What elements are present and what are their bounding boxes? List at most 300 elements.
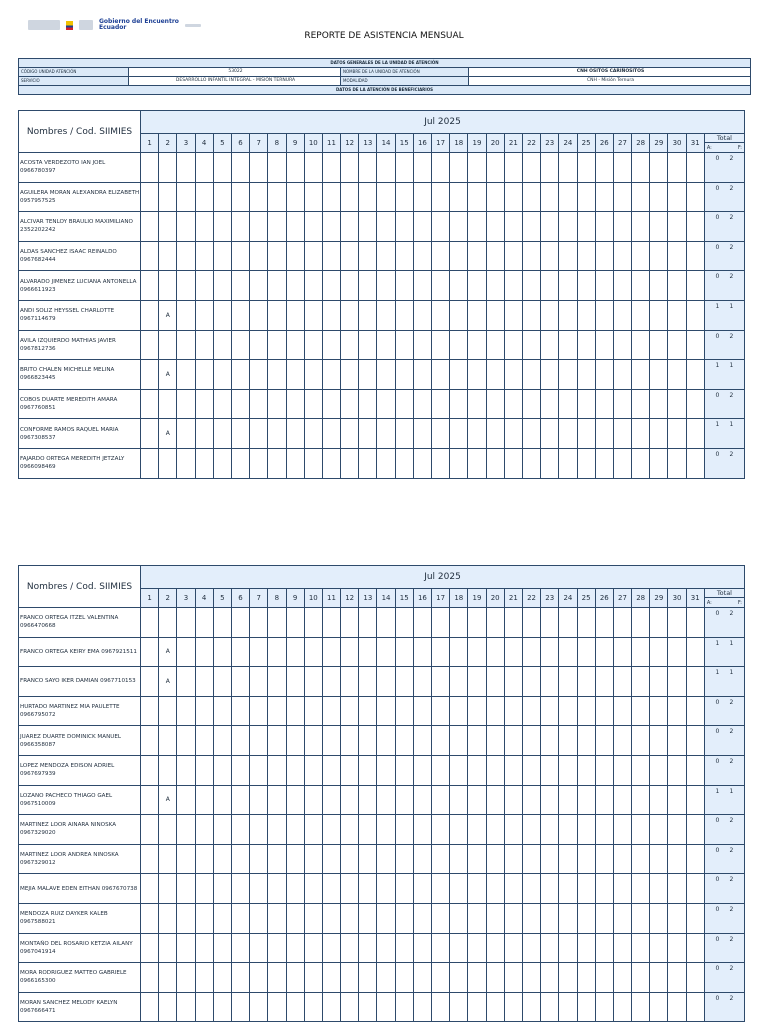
attendance-cell[interactable] <box>686 815 704 845</box>
attendance-cell[interactable] <box>341 637 359 667</box>
attendance-cell[interactable] <box>268 300 286 330</box>
attendance-cell[interactable] <box>541 696 559 726</box>
attendance-cell[interactable] <box>577 608 595 638</box>
attendance-cell[interactable] <box>395 637 413 667</box>
attendance-cell[interactable] <box>177 360 195 390</box>
attendance-cell[interactable] <box>650 419 668 449</box>
attendance-cell[interactable] <box>195 815 213 845</box>
attendance-cell[interactable] <box>268 448 286 478</box>
attendance-cell[interactable] <box>613 212 631 242</box>
attendance-cell[interactable] <box>195 844 213 874</box>
attendance-cell[interactable] <box>613 153 631 183</box>
attendance-cell[interactable] <box>450 608 468 638</box>
attendance-cell[interactable] <box>213 963 231 993</box>
attendance-cell[interactable] <box>359 271 377 301</box>
attendance-cell[interactable] <box>541 667 559 697</box>
attendance-cell[interactable] <box>504 785 522 815</box>
attendance-cell[interactable] <box>377 389 395 419</box>
attendance-cell[interactable] <box>504 696 522 726</box>
attendance-cell[interactable] <box>613 992 631 1022</box>
attendance-cell[interactable] <box>432 608 450 638</box>
attendance-cell[interactable] <box>304 241 322 271</box>
attendance-cell[interactable] <box>177 330 195 360</box>
attendance-cell[interactable] <box>159 153 177 183</box>
attendance-cell[interactable] <box>141 241 159 271</box>
attendance-cell[interactable] <box>413 755 431 785</box>
attendance-cell[interactable] <box>213 389 231 419</box>
attendance-cell[interactable] <box>250 667 268 697</box>
attendance-cell[interactable] <box>541 785 559 815</box>
attendance-cell[interactable] <box>322 448 340 478</box>
attendance-cell[interactable] <box>359 182 377 212</box>
attendance-cell[interactable] <box>432 330 450 360</box>
attendance-cell[interactable] <box>450 844 468 874</box>
attendance-cell[interactable] <box>377 755 395 785</box>
attendance-cell[interactable] <box>559 963 577 993</box>
attendance-cell[interactable] <box>577 755 595 785</box>
attendance-cell[interactable] <box>341 874 359 904</box>
attendance-cell[interactable] <box>468 844 486 874</box>
attendance-cell[interactable] <box>304 815 322 845</box>
attendance-cell[interactable] <box>595 153 613 183</box>
attendance-cell[interactable] <box>395 389 413 419</box>
attendance-cell[interactable] <box>522 667 540 697</box>
attendance-cell[interactable] <box>141 667 159 697</box>
attendance-cell[interactable] <box>686 153 704 183</box>
attendance-cell[interactable] <box>304 153 322 183</box>
attendance-cell[interactable] <box>504 726 522 756</box>
attendance-cell[interactable] <box>432 448 450 478</box>
attendance-cell[interactable] <box>286 933 304 963</box>
attendance-cell[interactable] <box>632 448 650 478</box>
attendance-cell[interactable] <box>432 903 450 933</box>
attendance-cell[interactable] <box>668 903 686 933</box>
attendance-cell[interactable] <box>486 271 504 301</box>
attendance-cell[interactable] <box>432 815 450 845</box>
attendance-cell[interactable] <box>341 815 359 845</box>
attendance-cell[interactable] <box>686 608 704 638</box>
attendance-cell[interactable] <box>650 153 668 183</box>
attendance-cell[interactable] <box>650 300 668 330</box>
attendance-cell[interactable] <box>522 608 540 638</box>
attendance-cell[interactable] <box>650 608 668 638</box>
attendance-cell[interactable] <box>286 360 304 390</box>
attendance-cell[interactable] <box>286 844 304 874</box>
attendance-cell[interactable] <box>395 933 413 963</box>
attendance-cell[interactable] <box>650 815 668 845</box>
attendance-cell[interactable] <box>413 389 431 419</box>
attendance-cell[interactable] <box>286 330 304 360</box>
attendance-cell[interactable] <box>413 844 431 874</box>
attendance-cell[interactable] <box>613 300 631 330</box>
attendance-cell[interactable] <box>432 300 450 330</box>
attendance-cell[interactable] <box>213 182 231 212</box>
attendance-cell[interactable] <box>650 389 668 419</box>
attendance-cell[interactable] <box>686 360 704 390</box>
attendance-cell[interactable] <box>504 755 522 785</box>
attendance-cell[interactable] <box>231 182 249 212</box>
attendance-cell[interactable] <box>304 933 322 963</box>
attendance-cell[interactable] <box>450 726 468 756</box>
attendance-cell[interactable] <box>432 933 450 963</box>
attendance-cell[interactable] <box>341 726 359 756</box>
attendance-cell[interactable] <box>577 448 595 478</box>
attendance-cell[interactable] <box>395 360 413 390</box>
attendance-cell[interactable] <box>213 271 231 301</box>
attendance-cell[interactable] <box>231 608 249 638</box>
attendance-cell[interactable] <box>286 785 304 815</box>
attendance-cell[interactable] <box>377 212 395 242</box>
attendance-cell[interactable] <box>577 241 595 271</box>
attendance-cell[interactable] <box>213 241 231 271</box>
attendance-cell[interactable] <box>141 182 159 212</box>
attendance-cell[interactable] <box>450 696 468 726</box>
attendance-cell[interactable] <box>486 755 504 785</box>
attendance-cell[interactable] <box>468 696 486 726</box>
attendance-cell[interactable] <box>668 874 686 904</box>
attendance-cell[interactable] <box>268 608 286 638</box>
attendance-cell[interactable] <box>231 330 249 360</box>
attendance-cell[interactable] <box>468 182 486 212</box>
attendance-cell[interactable] <box>559 992 577 1022</box>
attendance-cell[interactable] <box>450 271 468 301</box>
attendance-cell[interactable] <box>413 815 431 845</box>
attendance-cell[interactable] <box>522 300 540 330</box>
attendance-cell[interactable] <box>522 330 540 360</box>
attendance-cell[interactable] <box>522 271 540 301</box>
attendance-cell[interactable] <box>632 153 650 183</box>
attendance-cell[interactable] <box>322 637 340 667</box>
attendance-cell[interactable] <box>195 212 213 242</box>
attendance-cell[interactable] <box>632 844 650 874</box>
attendance-cell[interactable] <box>159 992 177 1022</box>
attendance-cell[interactable] <box>250 300 268 330</box>
attendance-cell[interactable] <box>504 153 522 183</box>
attendance-cell[interactable] <box>377 360 395 390</box>
attendance-cell[interactable] <box>450 785 468 815</box>
attendance-cell[interactable] <box>450 667 468 697</box>
attendance-cell[interactable] <box>595 212 613 242</box>
attendance-cell[interactable] <box>286 271 304 301</box>
attendance-cell[interactable] <box>377 667 395 697</box>
attendance-cell[interactable] <box>395 667 413 697</box>
attendance-cell[interactable] <box>268 637 286 667</box>
attendance-cell[interactable] <box>686 785 704 815</box>
attendance-cell[interactable] <box>395 182 413 212</box>
attendance-cell[interactable] <box>195 241 213 271</box>
attendance-cell[interactable] <box>304 726 322 756</box>
attendance-cell[interactable] <box>668 448 686 478</box>
attendance-cell[interactable] <box>486 153 504 183</box>
attendance-cell[interactable] <box>686 448 704 478</box>
attendance-cell[interactable] <box>468 637 486 667</box>
attendance-cell[interactable] <box>250 182 268 212</box>
attendance-cell[interactable] <box>286 755 304 785</box>
attendance-cell[interactable] <box>268 844 286 874</box>
attendance-cell[interactable] <box>432 212 450 242</box>
attendance-cell[interactable] <box>141 844 159 874</box>
attendance-cell[interactable] <box>322 933 340 963</box>
attendance-cell[interactable] <box>250 755 268 785</box>
attendance-cell[interactable] <box>668 389 686 419</box>
attendance-cell[interactable] <box>577 389 595 419</box>
attendance-cell[interactable] <box>486 389 504 419</box>
attendance-cell[interactable] <box>231 933 249 963</box>
attendance-cell[interactable] <box>541 448 559 478</box>
attendance-cell[interactable] <box>413 271 431 301</box>
attendance-cell[interactable] <box>286 696 304 726</box>
attendance-cell[interactable] <box>613 271 631 301</box>
attendance-cell[interactable] <box>541 153 559 183</box>
attendance-cell[interactable] <box>613 360 631 390</box>
attendance-cell[interactable] <box>286 389 304 419</box>
attendance-cell[interactable] <box>595 448 613 478</box>
attendance-cell[interactable] <box>559 696 577 726</box>
attendance-cell[interactable] <box>541 608 559 638</box>
attendance-cell[interactable] <box>286 153 304 183</box>
attendance-cell[interactable] <box>231 419 249 449</box>
attendance-cell[interactable] <box>213 726 231 756</box>
attendance-cell[interactable] <box>177 448 195 478</box>
attendance-cell[interactable] <box>504 963 522 993</box>
attendance-cell[interactable] <box>159 212 177 242</box>
attendance-cell[interactable] <box>522 212 540 242</box>
attendance-cell[interactable] <box>577 903 595 933</box>
attendance-cell[interactable] <box>377 874 395 904</box>
attendance-cell[interactable] <box>650 844 668 874</box>
attendance-cell[interactable] <box>668 212 686 242</box>
attendance-cell[interactable] <box>304 419 322 449</box>
attendance-cell[interactable] <box>413 182 431 212</box>
attendance-cell[interactable] <box>559 844 577 874</box>
attendance-cell[interactable] <box>559 726 577 756</box>
attendance-cell[interactable] <box>650 726 668 756</box>
attendance-cell[interactable] <box>377 182 395 212</box>
attendance-cell[interactable] <box>195 785 213 815</box>
attendance-cell[interactable] <box>668 182 686 212</box>
attendance-cell[interactable] <box>541 300 559 330</box>
attendance-cell[interactable] <box>359 389 377 419</box>
attendance-cell[interactable] <box>632 182 650 212</box>
attendance-cell[interactable] <box>577 726 595 756</box>
attendance-cell[interactable]: A <box>159 360 177 390</box>
attendance-cell[interactable] <box>250 330 268 360</box>
attendance-cell[interactable] <box>177 815 195 845</box>
attendance-cell[interactable] <box>522 182 540 212</box>
attendance-cell[interactable] <box>268 726 286 756</box>
attendance-cell[interactable] <box>486 212 504 242</box>
attendance-cell[interactable] <box>250 933 268 963</box>
attendance-cell[interactable] <box>541 992 559 1022</box>
attendance-cell[interactable] <box>213 637 231 667</box>
attendance-cell[interactable] <box>450 182 468 212</box>
attendance-cell[interactable] <box>322 903 340 933</box>
attendance-cell[interactable] <box>359 726 377 756</box>
attendance-cell[interactable] <box>268 212 286 242</box>
attendance-cell[interactable] <box>541 389 559 419</box>
attendance-cell[interactable] <box>322 726 340 756</box>
attendance-cell[interactable] <box>159 933 177 963</box>
attendance-cell[interactable] <box>504 212 522 242</box>
attendance-cell[interactable] <box>231 212 249 242</box>
attendance-cell[interactable] <box>486 933 504 963</box>
attendance-cell[interactable] <box>141 726 159 756</box>
attendance-cell[interactable] <box>195 637 213 667</box>
attendance-cell[interactable] <box>668 696 686 726</box>
attendance-cell[interactable] <box>322 874 340 904</box>
attendance-cell[interactable] <box>250 389 268 419</box>
attendance-cell[interactable] <box>668 726 686 756</box>
attendance-cell[interactable] <box>559 933 577 963</box>
attendance-cell[interactable] <box>231 815 249 845</box>
attendance-cell[interactable] <box>268 785 286 815</box>
attendance-cell[interactable] <box>522 241 540 271</box>
attendance-cell[interactable] <box>159 815 177 845</box>
attendance-cell[interactable] <box>195 667 213 697</box>
attendance-cell[interactable] <box>195 153 213 183</box>
attendance-cell[interactable] <box>159 241 177 271</box>
attendance-cell[interactable] <box>250 844 268 874</box>
attendance-cell[interactable] <box>268 153 286 183</box>
attendance-cell[interactable] <box>141 360 159 390</box>
attendance-cell[interactable] <box>213 933 231 963</box>
attendance-cell[interactable] <box>395 608 413 638</box>
attendance-cell[interactable] <box>432 844 450 874</box>
attendance-cell[interactable] <box>668 755 686 785</box>
attendance-cell[interactable] <box>632 637 650 667</box>
attendance-cell[interactable] <box>486 360 504 390</box>
attendance-cell[interactable] <box>304 874 322 904</box>
attendance-cell[interactable] <box>613 608 631 638</box>
attendance-cell[interactable] <box>577 815 595 845</box>
attendance-cell[interactable] <box>577 212 595 242</box>
attendance-cell[interactable] <box>141 933 159 963</box>
attendance-cell[interactable] <box>468 874 486 904</box>
attendance-cell[interactable] <box>522 785 540 815</box>
attendance-cell[interactable] <box>450 755 468 785</box>
attendance-cell[interactable] <box>522 360 540 390</box>
attendance-cell[interactable] <box>177 637 195 667</box>
attendance-cell[interactable] <box>341 667 359 697</box>
attendance-cell[interactable] <box>141 785 159 815</box>
attendance-cell[interactable] <box>577 637 595 667</box>
attendance-cell[interactable] <box>395 785 413 815</box>
attendance-cell[interactable] <box>377 271 395 301</box>
attendance-cell[interactable] <box>395 726 413 756</box>
attendance-cell[interactable] <box>613 637 631 667</box>
attendance-cell[interactable] <box>432 992 450 1022</box>
attendance-cell[interactable] <box>541 330 559 360</box>
attendance-cell[interactable] <box>413 448 431 478</box>
attendance-cell[interactable] <box>341 785 359 815</box>
attendance-cell[interactable] <box>577 667 595 697</box>
attendance-cell[interactable] <box>413 153 431 183</box>
attendance-cell[interactable] <box>195 182 213 212</box>
attendance-cell[interactable] <box>322 389 340 419</box>
attendance-cell[interactable] <box>668 419 686 449</box>
attendance-cell[interactable] <box>322 360 340 390</box>
attendance-cell[interactable] <box>195 903 213 933</box>
attendance-cell[interactable] <box>322 696 340 726</box>
attendance-cell[interactable] <box>522 874 540 904</box>
attendance-cell[interactable] <box>395 963 413 993</box>
attendance-cell[interactable] <box>504 992 522 1022</box>
attendance-cell[interactable] <box>413 637 431 667</box>
attendance-cell[interactable] <box>395 212 413 242</box>
attendance-cell[interactable] <box>613 933 631 963</box>
attendance-cell[interactable] <box>322 241 340 271</box>
attendance-cell[interactable] <box>141 637 159 667</box>
attendance-cell[interactable] <box>359 448 377 478</box>
attendance-cell[interactable] <box>141 271 159 301</box>
attendance-cell[interactable] <box>195 963 213 993</box>
attendance-cell[interactable] <box>668 241 686 271</box>
attendance-cell[interactable] <box>231 667 249 697</box>
attendance-cell[interactable] <box>359 785 377 815</box>
attendance-cell[interactable] <box>432 726 450 756</box>
attendance-cell[interactable] <box>250 241 268 271</box>
attendance-cell[interactable] <box>432 360 450 390</box>
attendance-cell[interactable] <box>486 963 504 993</box>
attendance-cell[interactable] <box>650 785 668 815</box>
attendance-cell[interactable] <box>668 271 686 301</box>
attendance-cell[interactable] <box>595 637 613 667</box>
attendance-cell[interactable] <box>432 182 450 212</box>
attendance-cell[interactable] <box>595 271 613 301</box>
attendance-cell[interactable] <box>177 785 195 815</box>
attendance-cell[interactable] <box>577 696 595 726</box>
attendance-cell[interactable] <box>450 212 468 242</box>
attendance-cell[interactable] <box>559 815 577 845</box>
attendance-cell[interactable] <box>432 963 450 993</box>
attendance-cell[interactable] <box>559 300 577 330</box>
attendance-cell[interactable] <box>213 755 231 785</box>
attendance-cell[interactable] <box>286 963 304 993</box>
attendance-cell[interactable] <box>177 844 195 874</box>
attendance-cell[interactable] <box>286 212 304 242</box>
attendance-cell[interactable] <box>504 608 522 638</box>
attendance-cell[interactable] <box>650 667 668 697</box>
attendance-cell[interactable] <box>613 667 631 697</box>
attendance-cell[interactable] <box>268 330 286 360</box>
attendance-cell[interactable] <box>577 419 595 449</box>
attendance-cell[interactable] <box>341 389 359 419</box>
attendance-cell[interactable] <box>504 182 522 212</box>
attendance-cell[interactable] <box>559 389 577 419</box>
attendance-cell[interactable] <box>632 419 650 449</box>
attendance-cell[interactable] <box>159 696 177 726</box>
attendance-cell[interactable] <box>595 389 613 419</box>
attendance-cell[interactable] <box>231 241 249 271</box>
attendance-cell[interactable] <box>304 992 322 1022</box>
attendance-cell[interactable]: A <box>159 419 177 449</box>
attendance-cell[interactable] <box>432 419 450 449</box>
attendance-cell[interactable] <box>250 785 268 815</box>
attendance-cell[interactable] <box>304 389 322 419</box>
attendance-cell[interactable] <box>359 755 377 785</box>
attendance-cell[interactable] <box>668 637 686 667</box>
attendance-cell[interactable] <box>322 815 340 845</box>
attendance-cell[interactable] <box>450 241 468 271</box>
attendance-cell[interactable] <box>268 992 286 1022</box>
attendance-cell[interactable] <box>250 271 268 301</box>
attendance-cell[interactable] <box>341 419 359 449</box>
attendance-cell[interactable] <box>577 785 595 815</box>
attendance-cell[interactable] <box>286 241 304 271</box>
attendance-cell[interactable] <box>322 755 340 785</box>
attendance-cell[interactable] <box>650 241 668 271</box>
attendance-cell[interactable] <box>632 667 650 697</box>
